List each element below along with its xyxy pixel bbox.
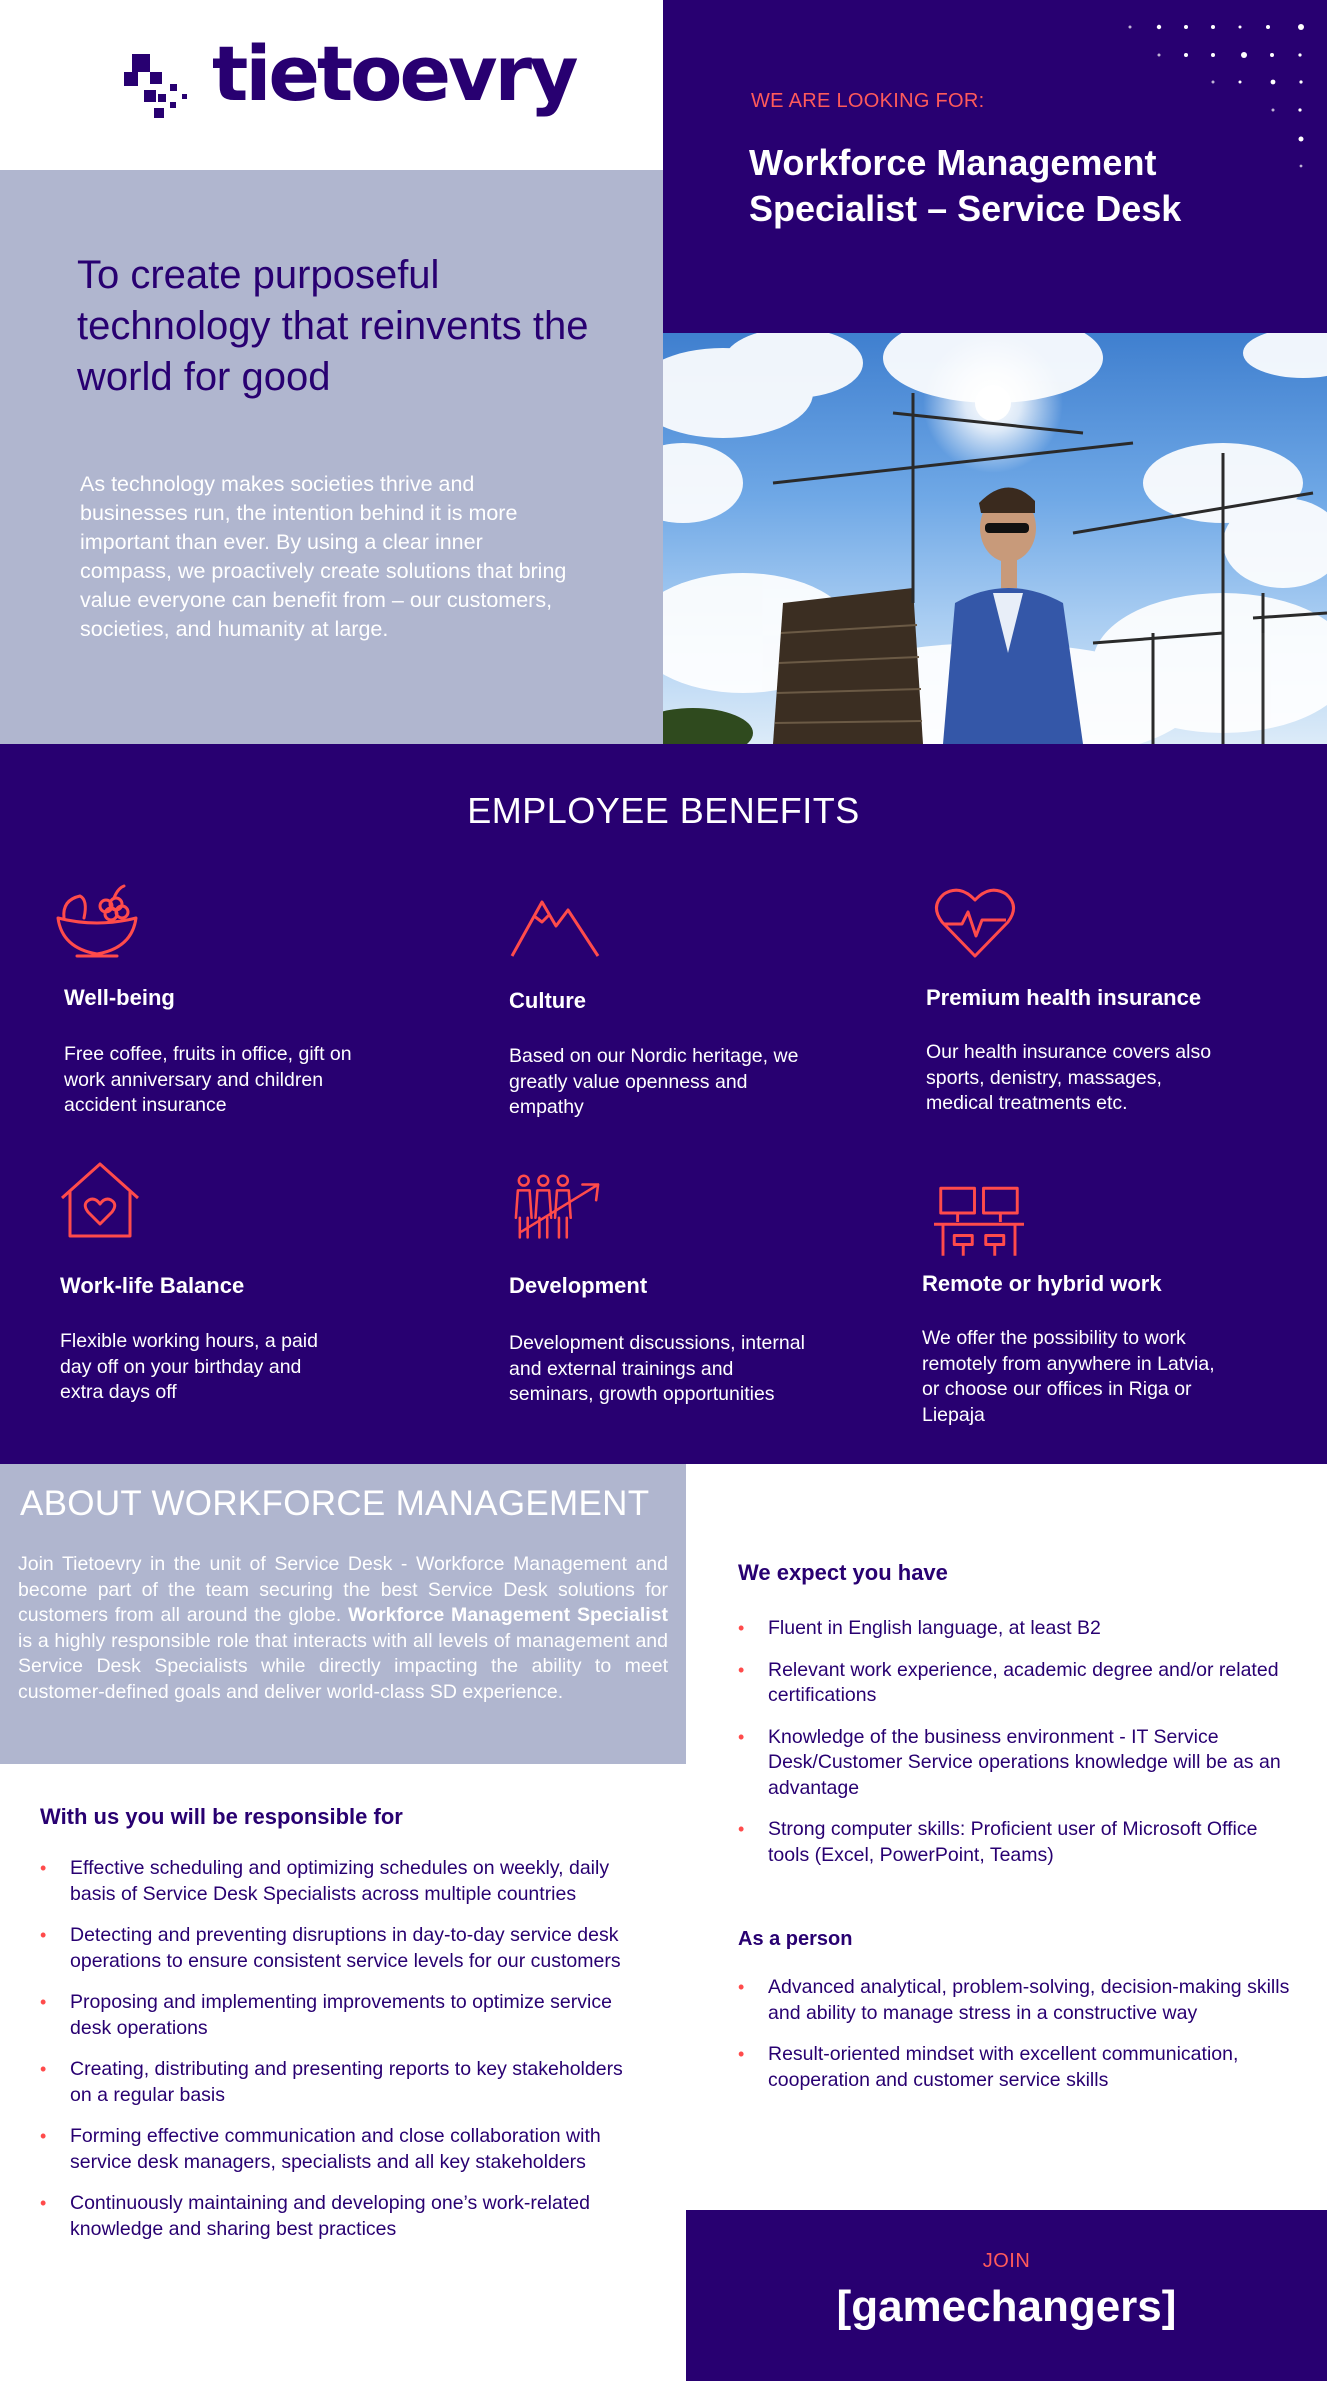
benefit-title: Well-being [64, 985, 175, 1010]
eyebrow-label: WE ARE LOOKING FOR: [751, 90, 985, 112]
about-text-intro: Join Tietoevry in the unit of Service Desk - Workforce Management and become part of the team securing the best Service Desk solutions for customers from all around the globe. [18, 1553, 668, 1627]
benefit-title: Development [509, 1273, 648, 1298]
expectations-heading: We expect you have [738, 1560, 948, 1585]
benefit-title: Culture [509, 988, 586, 1013]
about-title: ABOUT WORKFORCE MANAGEMENT [20, 1484, 650, 1523]
logo-mark-icon [124, 50, 192, 122]
list-item: • Strong computer skills: Proficient user of Microsoft Office tools (Excel, PowerPoint, Teams) [738, 1817, 1298, 1868]
mission-text: As technology makes societies thrive and businesses run, the intention behind it is more important than ever. By using a clear inner compass, we proactively create solutions that bring value everyone can benefit from – our customers, societies, and humanity at large. [80, 472, 567, 641]
benefit-text: We offer the possibility to work remotely from anywhere in Latvia, or choose our offices in Riga or Liepaja [922, 1327, 1215, 1426]
list-item: • Effective scheduling and optimizing schedules on weekly, daily basis of Service Desk Specialists across multiple countries [40, 1856, 630, 1907]
mission-title: To create purposeful technology that reinvents the world for good [77, 253, 589, 399]
person-list [738, 1975, 1298, 2109]
benefit-title: Remote or hybrid work [922, 1271, 1162, 1296]
team-growth-icon [512, 1168, 602, 1248]
list-item: • Proposing and implementing improvements to optimize service desk operations [40, 1990, 630, 2041]
list-item: • Knowledge of the business environment - IT Service Desk/Customer Service operations knowledge will be as an advantage [738, 1725, 1298, 1802]
benefit-text: Development discussions, internal and external trainings and seminars, growth opportunities [509, 1332, 805, 1405]
responsibilities-heading: With us you will be responsible for [40, 1804, 403, 1829]
role-title: Workforce Management Specialist – Service Desk [749, 142, 1182, 229]
expectations-list [738, 1616, 1298, 1884]
about-text [18, 1552, 668, 1706]
man-with-cranes-photo-icon [663, 333, 1327, 744]
benefit-title: Premium health insurance [926, 985, 1202, 1010]
benefits-title: EMPLOYEE BENEFITS [467, 790, 860, 831]
list-item: • Fluent in English language, at least B2 [738, 1616, 1298, 1642]
hero-photo [663, 333, 1327, 744]
list-item: • Creating, distributing and presenting reports to key stakeholders on a regular basis [40, 2057, 630, 2108]
responsibilities-list [40, 1856, 630, 2258]
benefit-text: Flexible working hours, a paid day off on your birthday and extra days off [60, 1330, 318, 1403]
join-tagline: [gamechangers] [836, 2282, 1177, 2331]
heart-pulse-icon [930, 884, 1020, 964]
desk-workstation-icon [934, 1182, 1024, 1262]
house-heart-icon [56, 1160, 146, 1240]
about-text-role: Workforce Management Specialist [348, 1604, 668, 1627]
mountain-icon [510, 888, 600, 968]
person-heading: As a person [738, 1928, 853, 1950]
benefit-text: Based on our Nordic heritage, we greatly value openness and empathy [509, 1045, 799, 1118]
list-item: • Detecting and preventing disruptions in day-to-day service desk operations to ensure consistent service levels for our customers [40, 1923, 630, 1974]
list-item: • Relevant work experience, academic degree and/or related certifications [738, 1658, 1298, 1709]
about-text-rest: is a highly responsible role that interacts with all levels of management and Service Desk Specialists while directly impacting the ability to meet customer-defined goals and deliver world-class SD experience. [18, 1629, 668, 1703]
benefit-text: Our health insurance covers also sports, denistry, massages, medical treatments etc. [926, 1041, 1212, 1114]
join-label: JOIN [982, 2250, 1031, 2272]
benefit-text: Free coffee, fruits in office, gift on work anniversary and children accident insurance [64, 1043, 352, 1116]
benefit-title: Work-life Balance [60, 1273, 245, 1298]
list-item: • Result-oriented mindset with excellent communication, cooperation and customer service skills [738, 2042, 1298, 2093]
list-item: • Forming effective communication and close collaboration with service desk managers, specialists and all key stakeholders [40, 2124, 630, 2175]
list-item: • Advanced analytical, problem-solving, decision-making skills and ability to manage stress in a constructive way [738, 1975, 1298, 2026]
logo-wordmark: tietoevry [212, 29, 576, 118]
list-item: • Continuously maintaining and developing one’s work-related knowledge and sharing best practices [40, 2191, 630, 2242]
fruit-bowl-icon [52, 880, 142, 960]
